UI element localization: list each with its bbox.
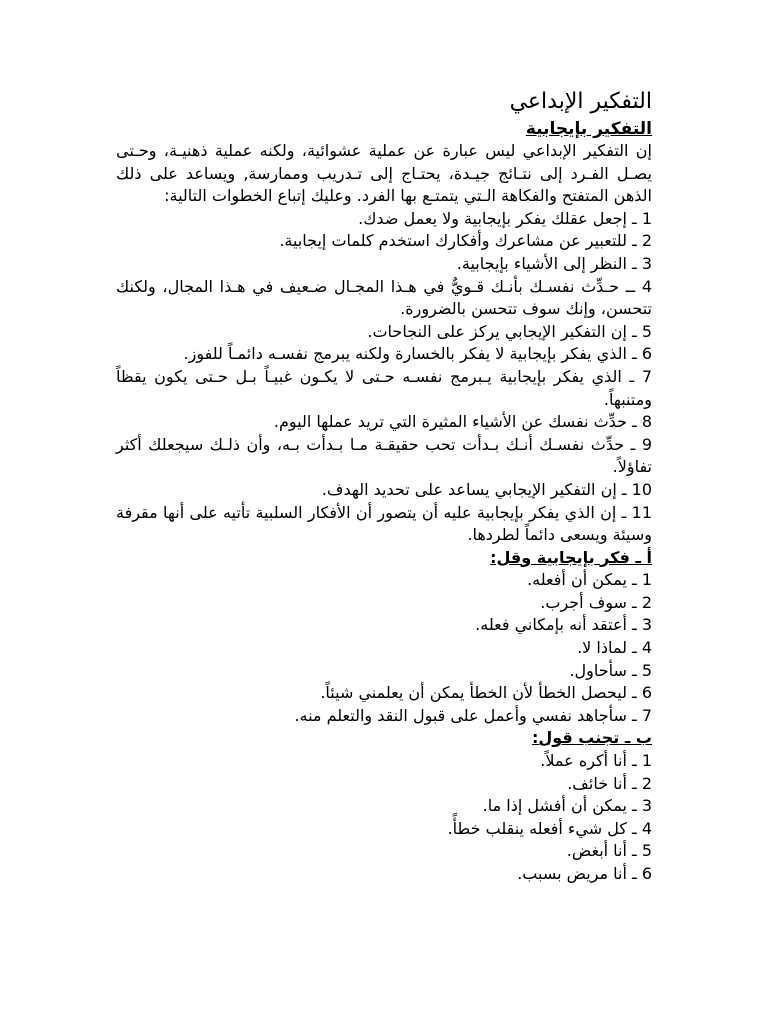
list-item: 6 ـ الذي يفكر بإيجابية لا يفكر بالخسارة ولكنه يبرمج نفسـه دائمـاً للفوز. <box>183 344 652 364</box>
intro-paragraph: إن التفكير الإبداعي ليس عبارة عن عملية عشوائية، ولكنه عملية ذهنيـة، وحـتى يصـل الفـرد إلى نتـائج جيـدة، يحتـاج إلى تـدريب وممارسة, ويساعد على ذلك الذهن المتفتح والفكاهة الـتي يتمتـع بها الفرد. وعليك إتباع الخطوات التالية: <box>116 141 652 206</box>
section-b-list <box>116 750 652 886</box>
list-item: 10 ـ إن التفكير الإيجابي يساعد على تحديد الهدف. <box>321 479 652 499</box>
list-item: 4 ـ كل شيء أفعله ينقلب خطأً. <box>447 818 652 838</box>
list-item: 9 ـ حدِّث نفسـك أنـك بـدأت تحب حقيقـة مـا بـدأت بـه، وأن ذلـك سيجعلك أكثر تفاؤلاً. <box>116 434 652 477</box>
list-item: 1 ـ إجعل عقلك يفكر بإيجابية ولا يعمل ضدك. <box>358 208 652 228</box>
list-item: 4 ــ حـدِّث نفسـك بأنـك قـويٌّ في هـذا المجـال ضـعيف في هـذا المجال، ولكنك تتحسن، وإنك سوف تتحسن بالضرورة. <box>116 276 652 319</box>
section-a-list <box>116 569 652 727</box>
list-item: 8 ـ حدِّث نفسك عن الأشياء المثيرة التي تريد عملها اليوم. <box>273 412 652 432</box>
section-b-heading: ب ـ تجنب قول: <box>531 728 652 748</box>
list-item: 6 ـ ليحصل الخطأ لأن الخطأ يمكن أن يعلمني شيئاً. <box>320 683 652 703</box>
list-item: 7 ـ الذي يفكر بإيجابية يـبرمج نفسـه حـتى لا يكـون غبيـاً بـل حـتى يكون يقظاً ومتنبهاً. <box>116 366 652 409</box>
list-item: 2 ـ للتعبير عن مشاعرك وأفكارك استخدم كلمات إيجابية. <box>279 231 652 251</box>
list-item: 2 ـ أنا خائف. <box>567 773 652 793</box>
list-item: 1 ـ يمكن أن أفعله. <box>527 570 652 590</box>
list-item: 4 ـ لماذا لا. <box>577 638 652 658</box>
list-item: 5 ـ أنا أبغض. <box>566 841 652 861</box>
list-item: 6 ـ أنا مريض بسبب. <box>517 864 652 883</box>
list-item: 11 ـ إن الذي يفكر بإيجابية عليه أن يتصور أن الأفكار السلبية تأتيه على أنها مقرفة وسيئة ويسعى دائماً لطردها. <box>116 502 652 545</box>
steps-list <box>116 208 652 547</box>
list-item: 3 ـ يمكن أن أفشل إذا ما. <box>482 796 652 816</box>
list-item: 3 ـ أعتقد أنه بإمكاني فعله. <box>475 615 652 635</box>
document-subtitle: التفكير بإيجابية <box>525 119 652 139</box>
list-item: 5 ـ سأحاول. <box>569 660 652 680</box>
section-a-heading: أ ـ فكر بإيجابية وقل: <box>490 547 652 567</box>
list-item: 3 ـ النظر إلى الأشياء بإيجابية. <box>456 253 652 273</box>
list-item: 7 ـ سأجاهد نفسي وأعمل على قبول النقد والتعلم منه. <box>294 705 652 725</box>
document-title: التفكير الإبداعي <box>509 89 652 114</box>
list-item: 1 ـ أنا أكره عملاً. <box>540 751 652 771</box>
list-item: 5 ـ إن التفكير الإيجابي يركز على النجاحات. <box>367 321 652 341</box>
document-page <box>116 86 652 886</box>
list-item: 2 ـ سوف أجرب. <box>540 592 652 612</box>
